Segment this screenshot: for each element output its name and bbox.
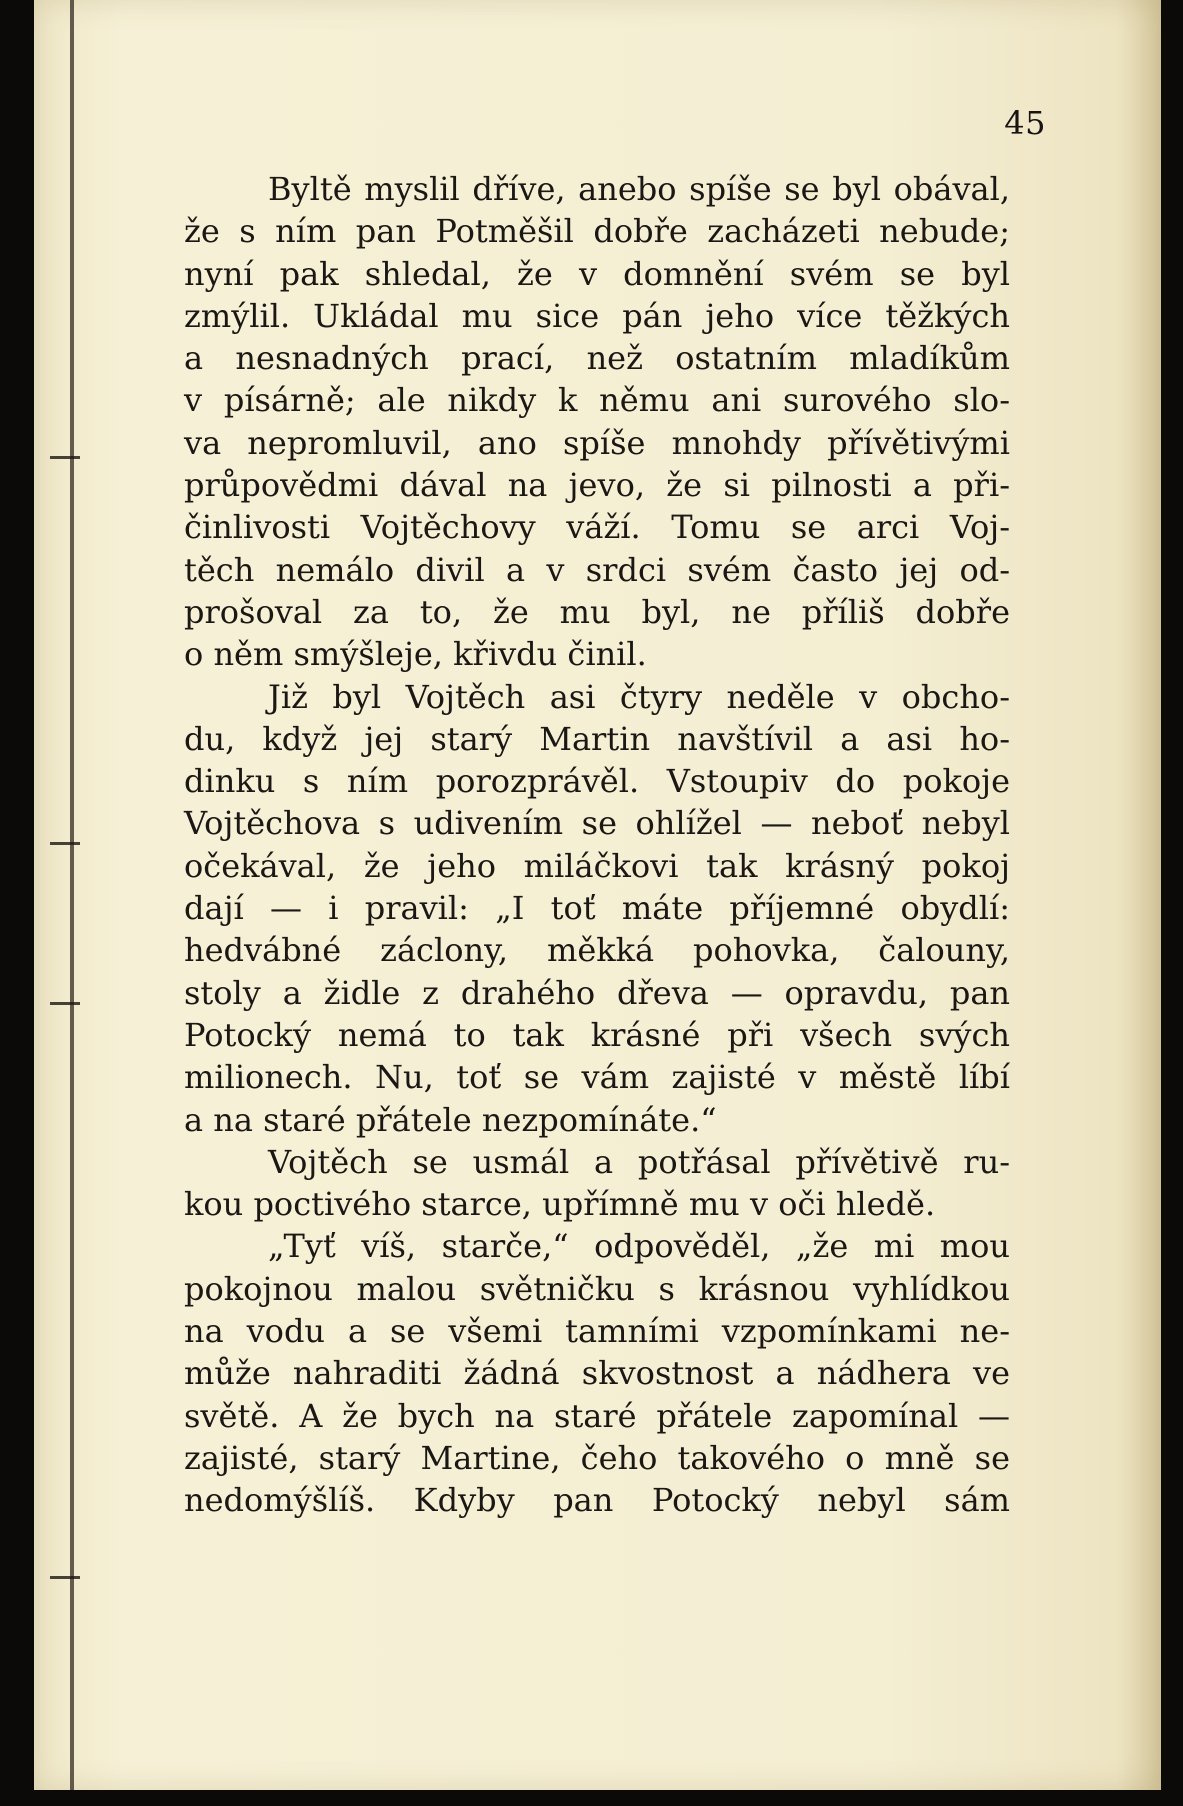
page-gutter (70, 0, 74, 1790)
page-number: 45 (1004, 104, 1046, 142)
text-line: va nepromluvil, ano spíše mnohdy přívětivými (184, 423, 1010, 462)
text-line: průpovědmi dával na jevo, že si pilnosti a při- (184, 466, 1010, 505)
gutter-mark (50, 1576, 80, 1579)
text-line: zmýlil. Ukládal mu sice pán jeho více těžkých (184, 296, 1010, 335)
text-line: a nesnadných prací, než ostatním mladíkům (184, 339, 1010, 378)
text-line: nedomýšlíš. Kdyby pan Potocký nebyl sám (184, 1481, 1010, 1520)
text-line: a na staré přátele nezpomínáte.“ (184, 1100, 717, 1139)
text-line: o něm smýšleje, křivdu činil. (184, 635, 647, 674)
text-line: Již byl Vojtěch asi čtyry neděle v obcho- (268, 677, 1010, 716)
text-line: světě. A že bych na staré přátele zapomínal — (184, 1396, 1010, 1435)
text-line: na vodu a se všemi tamními vzpomínkami ne- (184, 1312, 1010, 1351)
text-line: milionech. Nu, toť se vám zajisté v městě líbí (184, 1058, 1010, 1097)
text-line: očekával, že jeho miláčkovi tak krásný pokoj (184, 846, 1010, 885)
text-line: dají — i pravil: „I toť máte příjemné obydlí: (184, 889, 1010, 928)
body-text (184, 168, 1010, 1522)
text-line: Potocký nemá to tak krásné při všech svých (184, 1015, 1010, 1054)
gutter-mark (50, 456, 80, 459)
gutter-mark (50, 1002, 80, 1005)
text-line: du, když jej starý Martin navštívil a asi ho- (184, 719, 1010, 758)
text-line: hedvábné záclony, měkká pohovka, čalouny, (184, 931, 1010, 970)
text-line: Vojtěch se usmál a potřásal přívětivě ru- (268, 1142, 1010, 1181)
text-line: kou poctivého starce, upřímně mu v oči hledě. (184, 1185, 936, 1224)
text-line: zajisté, starý Martine, čeho takového o mně se (184, 1438, 1010, 1477)
book-page (34, 0, 1161, 1790)
gutter-mark (50, 842, 80, 845)
text-line: pokojnou malou světničku s krásnou vyhlídkou (184, 1269, 1010, 1308)
text-line: prošoval za to, že mu byl, ne příliš dobře (184, 592, 1010, 631)
text-line: v písárně; ale nikdy k němu ani surového slo- (184, 381, 1010, 420)
text-line: může nahraditi žádná skvostnost a nádhera ve (184, 1354, 1010, 1393)
text-line: „Tyť víš, starče,“ odpověděl, „že mi mou (268, 1227, 1010, 1266)
text-line: Byltě myslil dříve, anebo spíše se byl obával, (268, 170, 1010, 208)
text-line: dinku s ním porozprávěl. Vstoupiv do pokoje (184, 762, 1010, 801)
text-line: nyní pak shledal, že v domnění svém se byl (184, 254, 1010, 293)
text-line: těch nemálo divil a v srdci svém často jej od- (184, 550, 1010, 589)
text-line: Vojtěchova s udivením se ohlížel — neboť nebyl (184, 804, 1010, 843)
text-line: stoly a židle z drahého dřeva — opravdu, pan (184, 973, 1010, 1012)
text-line: činlivosti Vojtěchovy váží. Tomu se arci Voj- (184, 508, 1010, 547)
text-line: že s ním pan Potměšil dobře zacházeti nebude; (184, 212, 1010, 251)
